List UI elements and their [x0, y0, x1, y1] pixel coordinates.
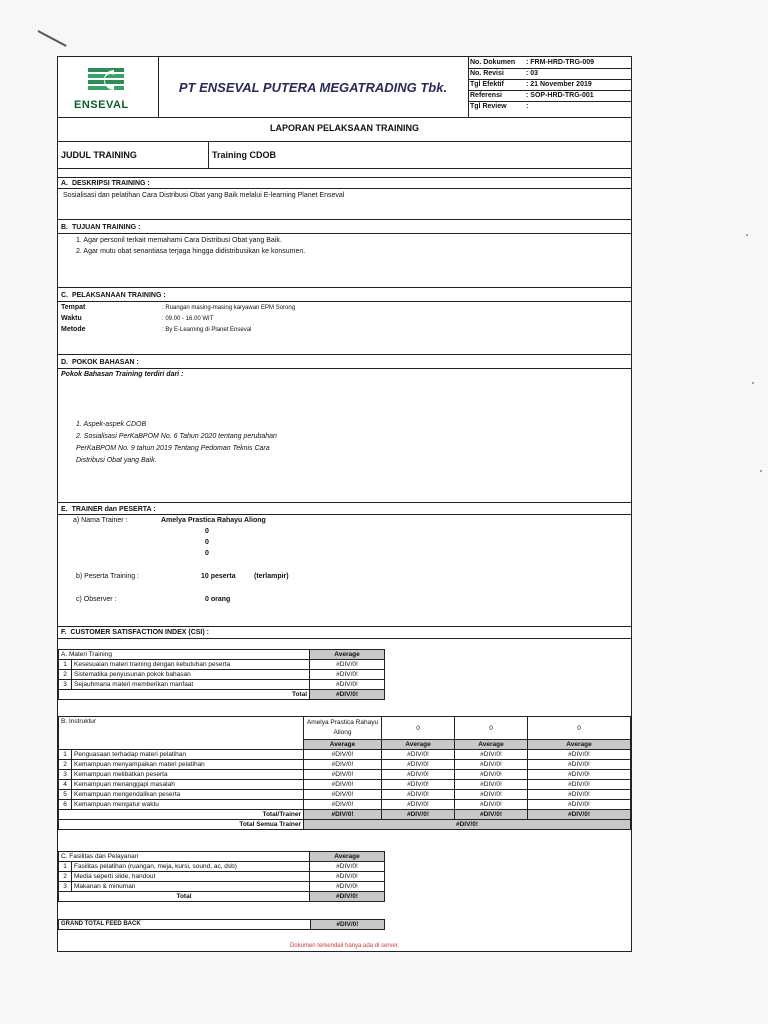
total-row [59, 690, 385, 700]
row-label: Kesesuaian materi training dengan kebutuhan peserta [72, 660, 310, 670]
meta-key: No. Dokumen [470, 59, 516, 66]
row-value: #DIV/0! [382, 800, 455, 810]
row-value: #DIV/0! [304, 770, 382, 780]
row-value: #DIV/0! [528, 770, 631, 780]
pokok-item: PerKaBPOM No. 9 tahun 2019 Tentang Pedoman Teknis Cara [76, 445, 270, 452]
table-row [59, 750, 631, 760]
trainer-name: Amelya Prastica Rahayu Aliong [161, 517, 266, 524]
trainer-label: a) Nama Trainer : [73, 517, 128, 524]
row-label: Kemampuan menyampaikan materi pelatihan [72, 760, 304, 770]
row-value: #DIV/0! [304, 790, 382, 800]
observer-label: c) Observer : [76, 596, 117, 603]
trainer-other: 0 [205, 539, 209, 546]
document-meta [468, 57, 631, 117]
total-row [59, 810, 631, 820]
meta-key: Tgl Efektif [470, 81, 504, 88]
instruktur-table [58, 716, 631, 830]
section-e-heading [61, 506, 156, 513]
pelaksanaan-value: : Ruangan masing-masing karyawan EPM Sorong [162, 305, 296, 311]
total-label: Total [59, 892, 310, 902]
avg-header: Average [382, 740, 455, 750]
document-header [58, 57, 631, 118]
section-title: TRAINER dan PESERTA : [71, 506, 156, 513]
divider [58, 626, 631, 627]
total-value: #DIV/0! [310, 892, 385, 902]
row-number: 1 [59, 660, 72, 670]
divider [58, 301, 631, 302]
row-label: Sistematika penyusunan pokok bahasan [72, 670, 310, 680]
row-value: #DIV/0! [382, 750, 455, 760]
row-label: Fasilitas pelatihan (ruangan, meja, kursi, sound, ac, dsb) [72, 862, 310, 872]
row-number: 3 [59, 770, 72, 780]
peserta-note: (terlampir) [254, 573, 289, 580]
row-number: 2 [59, 670, 72, 680]
pelaksanaan-key: Metode [61, 326, 86, 333]
table-row [59, 680, 385, 690]
meta-value: : FRM-HRD-TRG-009 [526, 59, 595, 66]
materi-title: A. Materi Training [59, 650, 310, 660]
avg-header: Average [304, 740, 382, 750]
avg-header: Average [528, 740, 631, 750]
row-value: #DIV/0! [455, 770, 528, 780]
section-title: PELAKSANAAN TRAINING : [71, 292, 166, 299]
row-value: #DIV/0! [304, 760, 382, 770]
row-number: 2 [59, 872, 72, 882]
row-number: 2 [59, 760, 72, 770]
row-value: #DIV/0! [310, 872, 385, 882]
row-number: 4 [59, 780, 72, 790]
brand-name: ENSEVAL [74, 99, 129, 111]
judul-value: Training CDOB [212, 150, 277, 160]
trainer-other: 0 [205, 528, 209, 535]
pokok-item: 2. Sosialisasi PerKaBPOM No. 6 Tahun 2020 tentang perubahan [76, 433, 277, 440]
row-label: Makanan & minuman [72, 882, 310, 892]
row-value: #DIV/0! [528, 780, 631, 790]
row-label: Kemampuan melibatkan peserta [72, 770, 304, 780]
row-label: Media seperti slide, handout [72, 872, 310, 882]
row-value: #DIV/0! [382, 790, 455, 800]
avg-header: Average [310, 852, 385, 862]
row-value: #DIV/0! [310, 862, 385, 872]
table-row [59, 760, 631, 770]
total-label: Total Semua Trainer [59, 820, 304, 830]
table-row [59, 660, 385, 670]
row-number: 3 [59, 680, 72, 690]
divider [58, 233, 631, 234]
instruktur-title: B. Instruktur [59, 717, 304, 750]
divider [58, 141, 631, 142]
tujuan-item: 1. Agar personil terkait memahami Cara Distribusi Obat yang Baik. [76, 237, 282, 244]
table-row [59, 780, 631, 790]
meta-value: : [526, 103, 529, 110]
meta-key: No. Revisi [470, 70, 504, 77]
section-title: DESKRIPSI TRAINING : [71, 180, 150, 187]
divider [58, 354, 631, 355]
trainer-header: 0 [455, 717, 528, 740]
section-a-text: Sosialisasi dan pelatihan Cara Distribusi Obat yang Baik melalui E-learning Planet Enseval [63, 192, 345, 199]
divider [58, 177, 631, 178]
section-title: TUJUAN TRAINING : [71, 224, 141, 231]
company-logo [58, 57, 159, 117]
scan-speck [746, 234, 748, 236]
row-label: Sejauhmana materi memberikan manfaat [72, 680, 310, 690]
section-letter: F. [61, 629, 67, 636]
section-title: CUSTOMER SATISFACTION INDEX (CSI) : [70, 629, 209, 636]
materi-table [58, 649, 385, 700]
row-value: #DIV/0! [382, 760, 455, 770]
section-title: POKOK BAHASAN : [71, 359, 139, 366]
avg-header: Average [455, 740, 528, 750]
table-row [59, 882, 385, 892]
divider [58, 219, 631, 220]
row-number: 5 [59, 790, 72, 800]
meta-value: : 21 November 2019 [526, 81, 592, 88]
row-value: #DIV/0! [310, 882, 385, 892]
row-number: 1 [59, 862, 72, 872]
row-value: #DIV/0! [455, 760, 528, 770]
row-label: Kemampuan menanggapi masalah [72, 780, 304, 790]
fasilitas-title: C. Fasilitas dan Pelayanan [59, 852, 310, 862]
row-value: #DIV/0! [304, 780, 382, 790]
divider [58, 168, 631, 169]
section-f-heading [61, 629, 209, 636]
row-number: 6 [59, 800, 72, 810]
table-row [59, 790, 631, 800]
row-value: #DIV/0! [310, 660, 385, 670]
fasilitas-table [58, 851, 385, 902]
divider [58, 638, 631, 639]
pelaksanaan-value: : By E-Learning di Planet Enseval [162, 327, 252, 333]
scan-speck [760, 470, 762, 472]
total-row [59, 820, 631, 830]
table-row [59, 800, 631, 810]
total-value: #DIV/0! [528, 810, 631, 820]
pokok-intro: Pokok Bahasan Training terdiri dari : [61, 371, 184, 378]
section-letter: D. [61, 359, 68, 366]
section-a-heading [61, 180, 150, 187]
total-value: #DIV/0! [304, 810, 382, 820]
pelaksanaan-value: : 09.00 - 16.00 WIT [162, 316, 214, 322]
row-label: Kemampuan mengendalikan peserta [72, 790, 304, 800]
enseval-logo-icon [84, 65, 128, 95]
total-row [59, 892, 385, 902]
divider [58, 368, 631, 369]
trainer-header: 0 [382, 717, 455, 740]
trainer-other: 0 [205, 550, 209, 557]
report-title: LAPORAN PELAKSAAN TRAINING [269, 123, 419, 133]
grand-total-label: GRAND TOTAL FEED BACK [59, 920, 311, 930]
pelaksanaan-key: Waktu [61, 315, 82, 322]
peserta-value: 10 peserta [201, 573, 236, 580]
row-number: 3 [59, 882, 72, 892]
avg-header: Average [310, 650, 385, 660]
row-label: Kemampuan mengatur waktu [72, 800, 304, 810]
row-value: #DIV/0! [382, 770, 455, 780]
meta-key: Tgl Review [470, 103, 507, 110]
row-value: #DIV/0! [528, 750, 631, 760]
table-row [59, 770, 631, 780]
meta-row [468, 101, 631, 112]
meta-value: : SOP-HRD-TRG-001 [526, 92, 594, 99]
row-value: #DIV/0! [310, 680, 385, 690]
row-value: #DIV/0! [455, 750, 528, 760]
peserta-label: b) Peserta Training : [76, 573, 140, 580]
divider [58, 514, 631, 515]
footer-note: Dokumen terkendali hanya ada di server. [289, 943, 400, 949]
section-letter: C. [61, 292, 68, 299]
row-value: #DIV/0! [528, 790, 631, 800]
row-value: #DIV/0! [455, 780, 528, 790]
divider [58, 287, 631, 288]
table-row [59, 670, 385, 680]
total-row [59, 920, 385, 930]
section-d-heading [61, 359, 139, 366]
total-value: #DIV/0! [304, 820, 631, 830]
company-name: PT ENSEVAL PUTERA MEGATRADING Tbk. [158, 57, 469, 117]
row-value: #DIV/0! [304, 750, 382, 760]
total-value: #DIV/0! [455, 810, 528, 820]
divider [58, 188, 631, 189]
section-c-heading [61, 292, 166, 299]
pen-mark [38, 30, 67, 47]
row-value: #DIV/0! [455, 800, 528, 810]
section-b-heading [61, 224, 140, 231]
observer-value: 0 orang [205, 596, 231, 603]
pokok-item: 1. Aspek-aspek CDOB [76, 421, 147, 428]
pelaksanaan-key: Tempat [61, 304, 86, 311]
row-value: #DIV/0! [310, 670, 385, 680]
row-number: 1 [59, 750, 72, 760]
meta-value: : 03 [526, 70, 539, 77]
row-value: #DIV/0! [528, 760, 631, 770]
scan-speck [752, 382, 754, 384]
total-label: Total [59, 690, 310, 700]
meta-key: Referensi [470, 92, 502, 99]
pokok-item: Distribusi Obat yang Baik. [76, 457, 157, 464]
table-row [59, 872, 385, 882]
section-letter: B. [61, 224, 68, 231]
divider [208, 141, 209, 168]
document-page [57, 56, 632, 952]
row-value: #DIV/0! [528, 800, 631, 810]
grand-total-value: #DIV/0! [310, 920, 384, 930]
divider [58, 502, 631, 503]
section-letter: A. [61, 180, 68, 187]
tujuan-item: 2. Agar mutu obat senantiasa terjaga hingga didistribusikan ke konsumen. [76, 248, 306, 255]
row-value: #DIV/0! [304, 800, 382, 810]
grand-total-table [58, 919, 385, 930]
table-row [59, 862, 385, 872]
trainer-header: 0 [528, 717, 631, 740]
total-value: #DIV/0! [310, 690, 385, 700]
row-label: Penguasaan terhadap materi pelatihan [72, 750, 304, 760]
row-value: #DIV/0! [455, 790, 528, 800]
trainer-header: Amelya Prastica Rahayu Aliong [304, 717, 382, 740]
row-value: #DIV/0! [382, 780, 455, 790]
judul-label: JUDUL TRAINING [61, 150, 137, 160]
total-value: #DIV/0! [382, 810, 455, 820]
total-label: Total/Trainer [59, 810, 304, 820]
section-letter: E. [61, 506, 68, 513]
